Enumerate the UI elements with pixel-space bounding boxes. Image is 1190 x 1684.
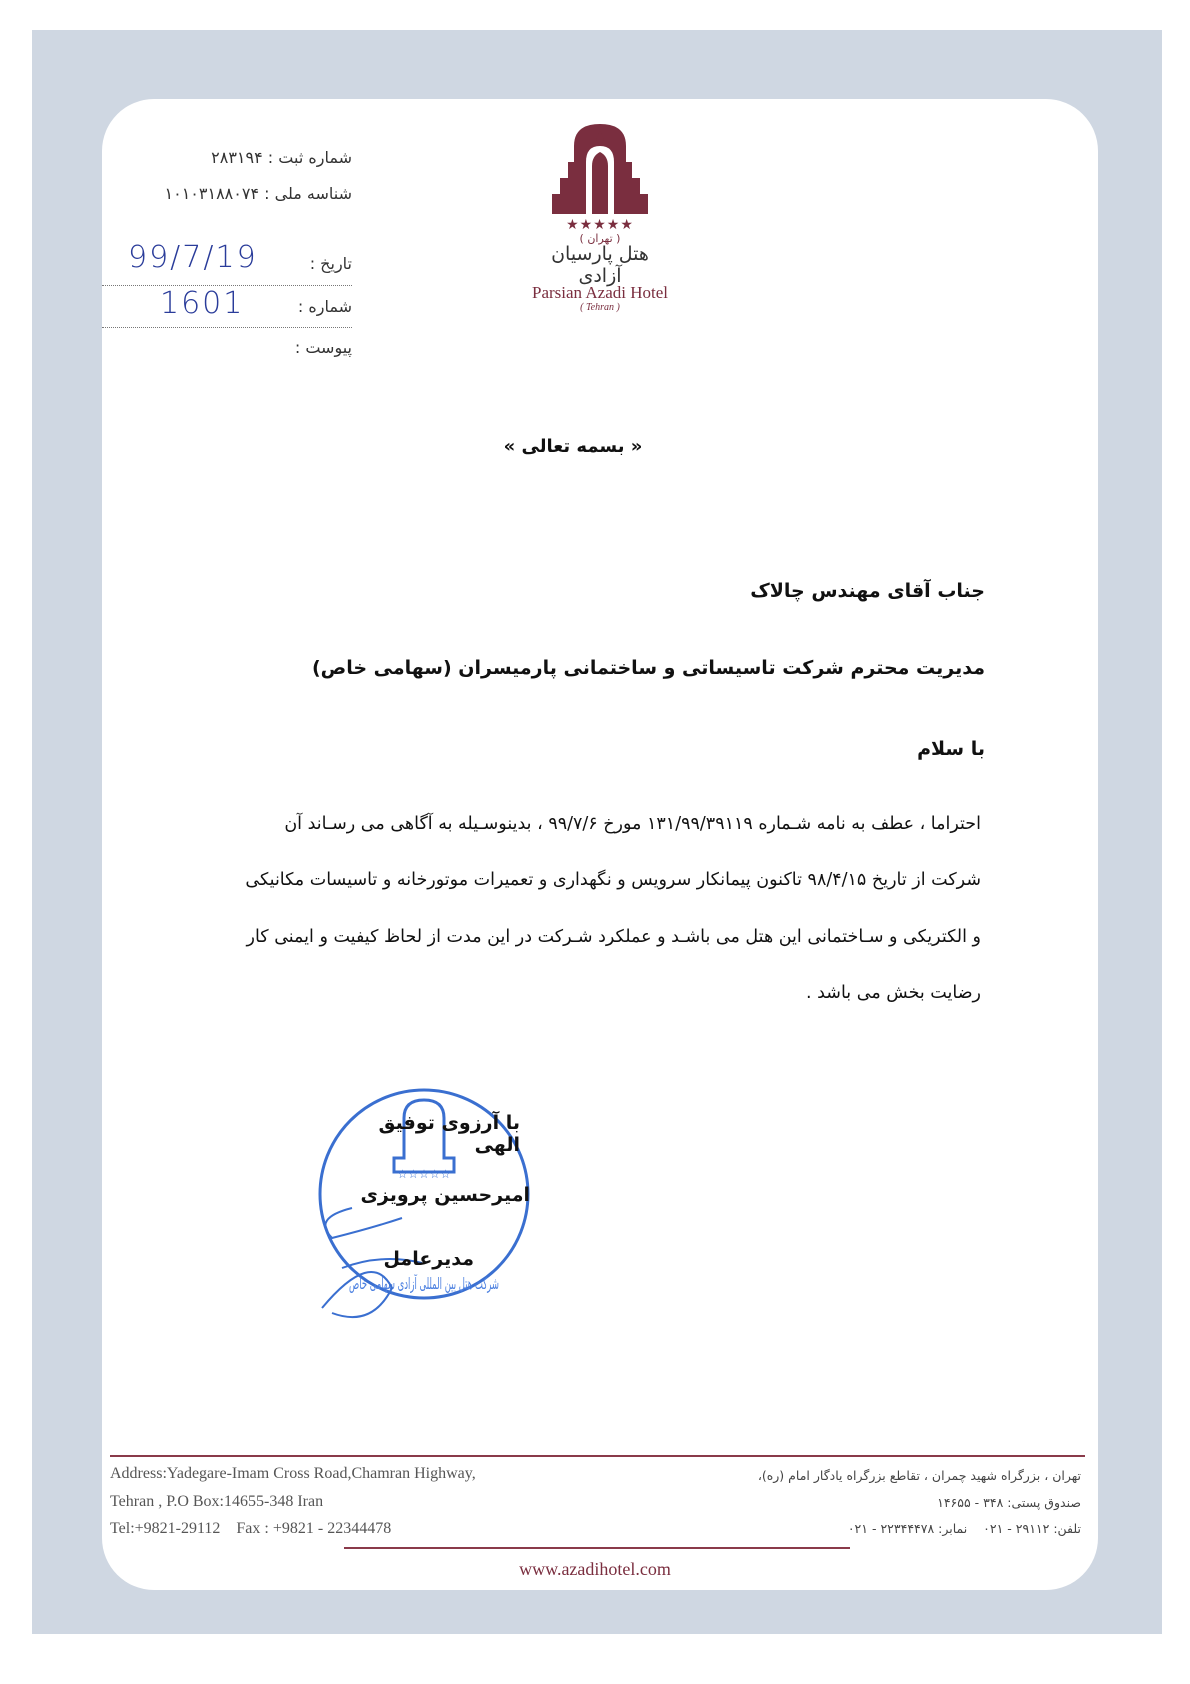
- website-link[interactable]: www.azadihotel.com: [519, 1559, 671, 1579]
- signer-title: مدیرعامل: [383, 1248, 474, 1270]
- date-label: تاریخ :: [309, 254, 352, 273]
- registration-value: ۲۸۳۱۹۴: [211, 148, 263, 167]
- footer-divider: [110, 1455, 1085, 1457]
- invocation: « بسمه تعالی »: [503, 436, 643, 457]
- registration-number: [211, 148, 352, 167]
- address-en-line: Tehran , P.O Box:14655-348 Iran: [110, 1493, 324, 1510]
- body-line: شرکت از تاریخ ۹۸/۴/۱۵ تاکنون پیمانکار سرویس و نگهداری و تعمیرات موتورخانه و تاسیسات مکانیکی: [245, 870, 981, 890]
- greeting: با سلام: [917, 738, 985, 760]
- national-id: [165, 184, 352, 203]
- address-fa-line: تهران ، بزرگراه شهید چمران ، تقاطع بزرگراه یادگار امام (ره)،: [757, 1468, 1081, 1483]
- address-en-line: Address:Yadegare-Imam Cross Road,Chamran Highway,: [110, 1465, 476, 1482]
- footer-divider-short: [344, 1547, 850, 1549]
- stamp-text: شرکت هتل بین المللی آزادی سهامی خاص: [349, 1274, 633, 1293]
- letterhead-sheet: [102, 99, 1098, 1590]
- body-line: احتراما ، عطف به نامه شـماره ۱۳۱/۹۹/۳۹۱۱۹ مورخ ۹۹/۷/۶ ، بدینوسـیله به آگاهی می رسـاند آن: [284, 814, 981, 834]
- hotel-emblem-icon: [552, 122, 648, 214]
- signer-name: امیرحسین پرویزی: [360, 1184, 530, 1206]
- five-stars-icon: ★★★★★: [566, 217, 634, 233]
- logo-city-fa: ( تهران ): [579, 232, 621, 245]
- logo-name-en: Parsian Azadi Hotel: [532, 283, 668, 302]
- address-en-line: Tel:+9821-29112 Fax : +9821 - 22344478: [110, 1520, 392, 1537]
- hotel-logo: [540, 122, 660, 287]
- logo-name-fa: هتل پارسیان آزادی: [551, 243, 649, 287]
- body-line: و الکتریکی و سـاختمانی این هتل می باشـد و عملکرد شـرکت در این مدت از لحاظ کیفیت و ایمنی کار: [246, 927, 981, 947]
- address-fa-line: تلفن: ۲۹۱۱۲ - ۰۲۱ نمابر: ۲۲۳۴۴۴۷۸ - ۰۲۱: [847, 1521, 1081, 1536]
- closing: با آرزوی توفیق الهی: [378, 1112, 520, 1156]
- stamp-stars-icon: ☆☆☆☆☆: [397, 1167, 451, 1181]
- date-value-handwritten: 99/7/19: [128, 240, 258, 275]
- national-id-value: ۱۰۱۰۳۱۸۸۰۷۴: [164, 184, 260, 203]
- logo-city-en: ( Tehran ): [580, 302, 620, 313]
- address-fa-line: صندوق پستی: ۳۴۸ - ۱۴۶۵۵: [937, 1495, 1081, 1510]
- number-label: شماره :: [297, 297, 352, 316]
- recipient-company: مدیریت محترم شرکت تاسیساتی و ساختمانی پارمیسران (سهامی خاص): [311, 657, 985, 679]
- registration-label: شماره ثبت :: [267, 148, 352, 167]
- national-id-label: شناسه ملی :: [264, 184, 352, 203]
- body-line: رضایت بخش می باشد .: [806, 983, 981, 1003]
- attachment-label: پیوست :: [294, 338, 352, 357]
- number-dotted-line: [102, 327, 352, 328]
- addressee: جناب آقای مهندس چالاک: [750, 580, 985, 602]
- number-value-handwritten: 1601: [160, 286, 245, 321]
